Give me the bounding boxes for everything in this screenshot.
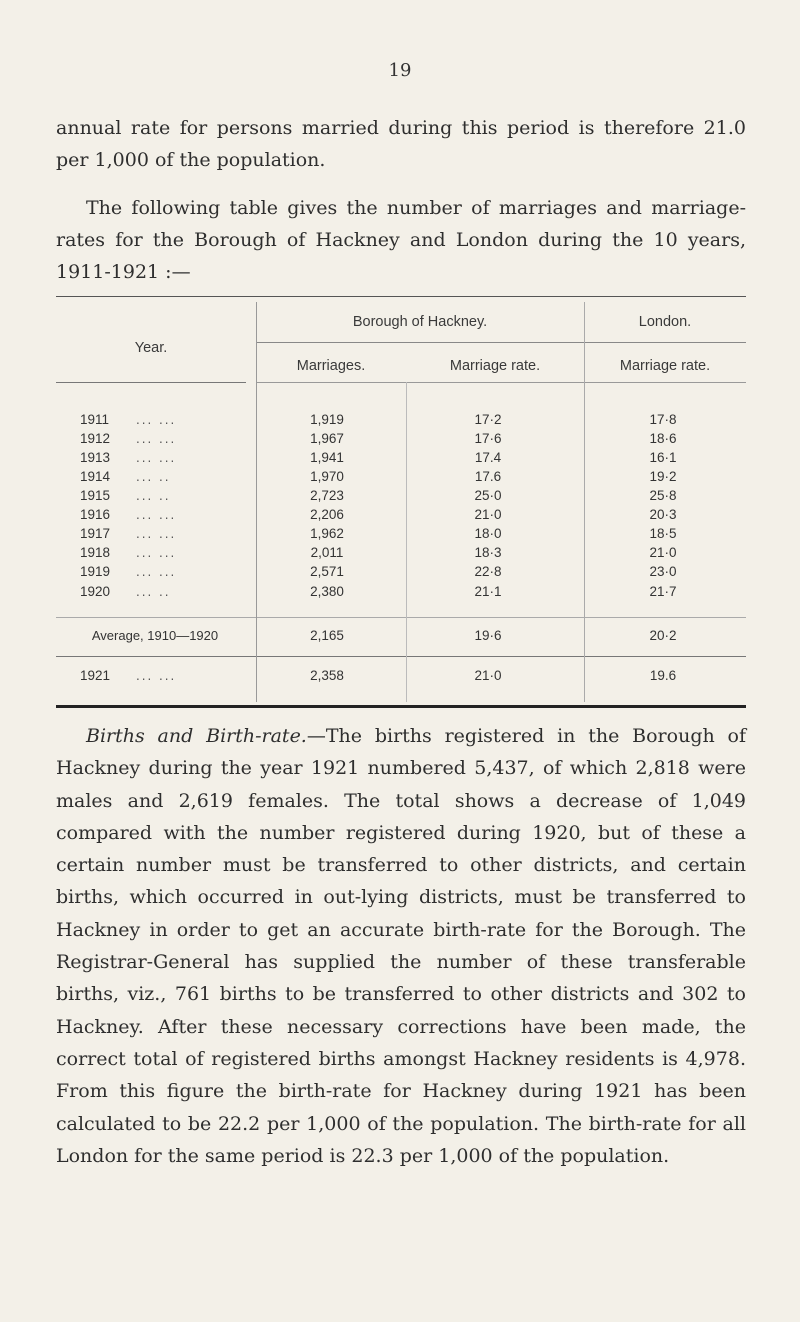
header-hackney: Borough of Hackney. — [352, 314, 488, 330]
cell-hackney-rate: 17.4 — [474, 450, 502, 465]
cell-hackney-rate: 18·0 — [474, 526, 502, 541]
average-row — [56, 628, 746, 648]
table-top-rule — [56, 296, 746, 297]
cell-hackney-rate: 17·6 — [474, 431, 502, 446]
cell-hackney-rate: 25·0 — [474, 488, 502, 503]
cell-london-rate: 19·2 — [649, 469, 677, 484]
cell-year: 1920 — [80, 584, 111, 599]
cell-leader-dots: ... .. — [136, 469, 171, 484]
cell-london-rate: 25·8 — [649, 488, 677, 503]
cell-marriages: 2,571 — [310, 564, 344, 579]
births-paragraph — [56, 720, 746, 1172]
cell-year: 1911 — [80, 412, 110, 427]
cell-marriages: 1,941 — [310, 450, 344, 465]
cell-year: 1919 — [80, 564, 111, 579]
table-row — [56, 507, 746, 527]
table-row — [56, 545, 746, 565]
header-year: Year. — [134, 340, 168, 356]
cell-hackney-rate: 17·2 — [474, 412, 502, 427]
header-hackney-rate: Marriage rate. — [449, 358, 541, 374]
table-row — [56, 526, 746, 546]
average-label: Average, 1910—1920 — [91, 628, 219, 643]
header-london: London. — [638, 314, 692, 330]
cell-marriages: 2,723 — [310, 488, 344, 503]
cell-marriages: 1,919 — [310, 412, 344, 427]
cell-hackney-rate: 21·1 — [474, 584, 502, 599]
cell-london-rate: 18·5 — [649, 526, 677, 541]
cell-year: 1914 — [80, 469, 111, 484]
cell-london-rate: 21·0 — [649, 545, 677, 560]
cell-hackney-rate: 21·0 — [474, 668, 502, 683]
table-row-1921 — [56, 668, 746, 688]
cell-leader-dots: ... ... — [136, 545, 177, 560]
cell-leader-dots: ... ... — [136, 507, 177, 522]
births-heading: Births and Birth-rate. — [86, 725, 307, 747]
cell-leader-dots: ... ... — [136, 431, 177, 446]
table-row — [56, 450, 746, 470]
cell-year: 1916 — [80, 507, 111, 522]
header-rule-left — [56, 382, 246, 383]
cell-leader-dots: ... .. — [136, 584, 171, 599]
cell-marriages: 2,380 — [310, 584, 344, 599]
cell-year: 1915 — [80, 488, 111, 503]
table-row — [56, 488, 746, 508]
average-top-rule — [56, 617, 746, 618]
cell-year: 1917 — [80, 526, 111, 541]
cell-london-rate: 16·1 — [649, 450, 677, 465]
cell-year: 1913 — [80, 450, 111, 465]
cell-hackney-rate: 22·8 — [474, 564, 502, 579]
cell-london-rate: 18·6 — [649, 431, 677, 446]
cell-london-rate: 19.6 — [649, 668, 677, 683]
table-row — [56, 431, 746, 451]
cell-leader-dots: ... ... — [136, 450, 177, 465]
average-london-rate: 20·2 — [649, 628, 677, 643]
table-bottom-rule — [56, 705, 746, 708]
cell-hackney-rate: 17.6 — [474, 469, 502, 484]
cell-london-rate: 20·3 — [649, 507, 677, 522]
intro-paragraph-2: The following table gives the number of marriages and marriage-rates for the Borough of Hackney and London during the 10 years, 1911-1921 :— — [56, 197, 746, 283]
cell-london-rate: 17·8 — [649, 412, 677, 427]
cell-year: 1918 — [80, 545, 111, 560]
marriages-table — [56, 296, 746, 708]
cell-marriages: 1,970 — [310, 469, 344, 484]
cell-year: 1921 — [80, 668, 111, 683]
cell-london-rate: 23·0 — [649, 564, 677, 579]
cell-hackney-rate: 21·0 — [474, 507, 502, 522]
average-marriages: 2,165 — [310, 628, 344, 643]
cell-year: 1912 — [80, 431, 111, 446]
cell-leader-dots: ... .. — [136, 488, 171, 503]
cell-marriages: 1,962 — [310, 526, 344, 541]
header-london-rate: Marriage rate. — [619, 358, 711, 374]
cell-marriages: 2,358 — [310, 668, 344, 683]
average-hackney-rate: 19·6 — [474, 628, 502, 643]
table-row — [56, 412, 746, 432]
cell-marriages: 1,967 — [310, 431, 344, 446]
table-row — [56, 469, 746, 489]
page-number: 19 — [388, 60, 412, 81]
cell-marriages: 2,206 — [310, 507, 344, 522]
table-row — [56, 564, 746, 584]
cell-leader-dots: ... ... — [136, 564, 177, 579]
table-row — [56, 584, 746, 604]
average-bottom-rule — [56, 656, 746, 657]
cell-leader-dots: ... ... — [136, 668, 177, 683]
header-rule-right — [256, 382, 746, 383]
header-marriages: Marriages. — [296, 358, 366, 374]
intro-paragraph-1: annual rate for persons married during this period is therefore 21.0 per 1,000 of the population. — [56, 117, 746, 171]
cell-london-rate: 21·7 — [649, 584, 677, 599]
cell-leader-dots: ... ... — [136, 526, 177, 541]
subheader-rule — [256, 342, 746, 343]
cell-hackney-rate: 18·3 — [474, 545, 502, 560]
cell-leader-dots: ... ... — [136, 412, 177, 427]
births-text: —The births registered in the Borough of Hackney during the year 1921 numbered 5,437, of which 2,818 were males and 2,619 females. The total shows a decrease of 1,049 compared with the number registered during 1920, but of these a certain number must be transferred to other districts, and certain births, which occurred in out-lying districts, must be transferred to Hackney in order to get an accurate birth-rate for the Borough. The Registrar-General has supplied the number of these transferable births, viz., 761 births to be transferred to other districts and 302 to Hackney. After these necessary corrections have been made, the correct total of registered births amongst Hackney residents is 4,978. From this figure the birth-rate for Hackney during 1921 has been calculated to be 22.2 per 1,000 of the population. The birth-rate for all London for the same period is 22.3 per 1,000 of the population. — [56, 725, 747, 1167]
cell-marriages: 2,011 — [310, 545, 344, 560]
